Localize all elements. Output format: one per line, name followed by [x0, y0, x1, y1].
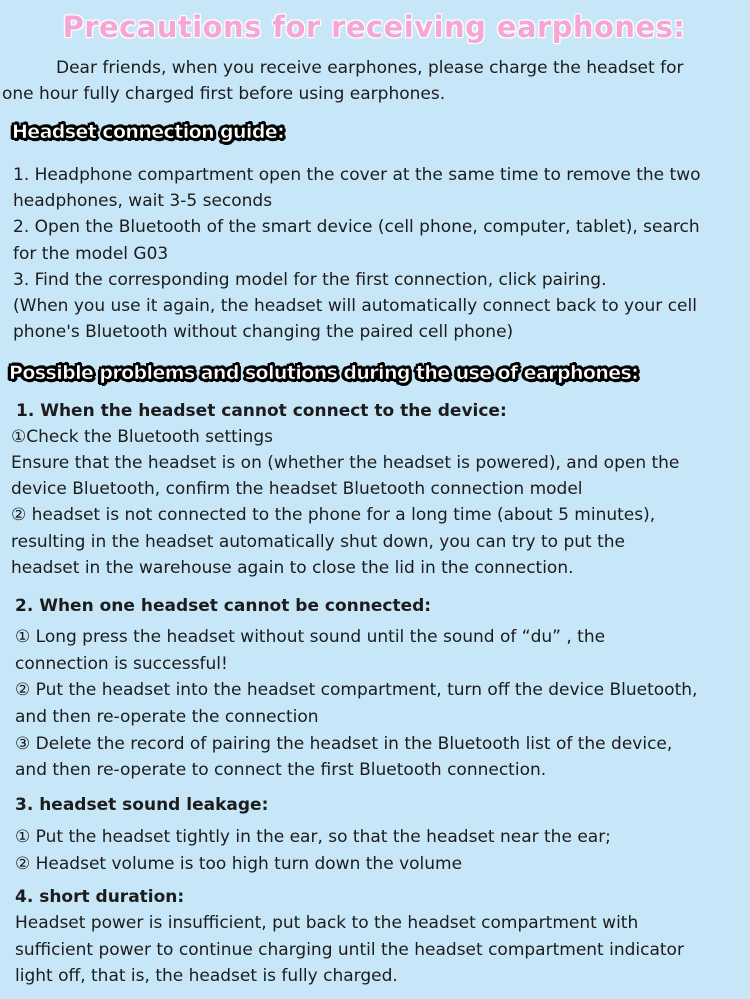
problem-1-line: device Bluetooth, confirm the headset Bluetooth connection model [11, 479, 583, 499]
problem-2-title: 2. When one headset cannot be connected: [15, 596, 432, 616]
problem-2-line: ① Long press the headset without sound until the sound of “du” , the [15, 627, 606, 647]
guide-line: (When you use it again, the headset will automatically connect back to your cell [13, 296, 697, 316]
problem-4-title: 4. short duration: [15, 887, 185, 907]
problem-3-title: 3. headset sound leakage: [15, 795, 269, 815]
problem-2-line: and then re-operate to connect the first Bluetooth connection. [15, 760, 547, 780]
problem-1-line: ② headset is not connected to the phone for a long time (about 5 minutes), [11, 505, 656, 525]
guide-line: 3. Find the corresponding model for the first connection, click pairing. [13, 270, 607, 290]
problem-4-line: Headset power is insufficient, put back to the headset compartment with [15, 913, 639, 933]
problem-4-line: sufficient power to continue charging until the headset compartment indicator [15, 940, 684, 960]
problem-2-line: and then re-operate the connection [15, 707, 319, 727]
problem-1-title: 1. When the headset cannot connect to the device: [16, 401, 507, 421]
intro-line-2: one hour fully charged first before using earphones. [2, 84, 446, 104]
intro-line-1: Dear friends, when you receive earphones, please charge the headset for [56, 58, 684, 78]
guide-line: 2. Open the Bluetooth of the smart device (cell phone, computer, tablet), search [13, 217, 700, 237]
problem-3-line: ② Headset volume is too high turn down the volume [15, 854, 463, 874]
problem-2-line: connection is successful! [15, 654, 228, 674]
problem-1-line: ①Check the Bluetooth settings [11, 427, 273, 447]
problem-1-line: headset in the warehouse again to close the lid in the connection. [11, 558, 574, 578]
problem-2-line: ② Put the headset into the headset compartment, turn off the device Bluetooth, [15, 680, 698, 700]
guide-line: for the model G03 [13, 244, 169, 264]
guide-line: 1. Headphone compartment open the cover at the same time to remove the two [13, 165, 701, 185]
guide-line: phone's Bluetooth without changing the paired cell phone) [13, 322, 514, 342]
problem-3-line: ① Put the headset tightly in the ear, so that the headset near the ear; [15, 827, 611, 847]
page-title: Precautions for receiving earphones: [62, 10, 686, 44]
problem-4-line: light off, that is, the headset is fully charged. [15, 966, 398, 986]
problem-1-line: Ensure that the headset is on (whether the headset is powered), and open the [11, 453, 680, 473]
connection-guide-heading: Headset connection guide: [12, 121, 285, 143]
problem-1-line: resulting in the headset automatically shut down, you can try to put the [11, 532, 625, 552]
problems-heading: Possible problems and solutions during the use of earphones: [9, 362, 639, 384]
guide-line: headphones, wait 3-5 seconds [13, 191, 273, 211]
problem-2-line: ③ Delete the record of pairing the headset in the Bluetooth list of the device, [15, 734, 673, 754]
